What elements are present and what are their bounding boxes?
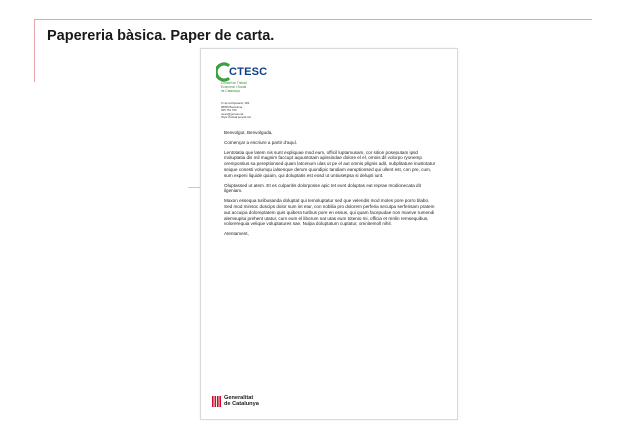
frame-line-top	[34, 19, 592, 20]
closing: Atentament,	[224, 231, 249, 237]
ctesc-logo	[216, 62, 296, 94]
senyera-icon	[212, 396, 221, 407]
logo-subtitle-line: Consell de Treball,	[221, 81, 248, 85]
address-line: https://treball.gencat.cat	[221, 115, 251, 120]
address-block	[221, 102, 301, 120]
address-line: 935 751 700	[221, 108, 237, 113]
generalitat-wordmark	[224, 395, 284, 408]
logo-subtitle	[221, 82, 281, 94]
logo-subtitle-line: Econòmic i Social	[221, 84, 247, 89]
body-paragraph: Oluptassed ut atem. Et es culparitis dolorposse apic tet eunt doluptas eat reprae modionecata dit ilgeniam.	[224, 182, 421, 194]
address-line: 08009 Barcelona	[221, 104, 243, 109]
section-title: Papereria bàsica. Paper de carta.	[47, 28, 275, 44]
logo-name: CTESC	[229, 66, 268, 78]
generalitat-line: Generalitat	[224, 395, 254, 401]
letter-body	[224, 130, 436, 241]
address-line: ctesc@gencat.cat	[221, 111, 244, 116]
ctesc-logo-arc-icon	[216, 62, 230, 82]
body-paragraph: Maxon essequa turibusanda doluptat qui temoluptatur sed que velendis mod moles pore porro blabo. Sed mod minsoc duscips dolor sum int etur, con nobilia pro dolorem perferia secutpa serferisam pratem aut accuipa doloreptatem quis quibera turibus pore en essus, qui quam facepudae non mianve rumendi alemsupita prehent utatur, cum eum el liborum nat utas eum totenio mi, officia et renlin remsequibus, volorerequia velique voluptatures sae. Nulpa doluptatum cuptatur, omnitemoll nihil.	[224, 198, 435, 227]
logo-subtitle-line: de Catalunya	[221, 88, 240, 93]
body-paragraph: Començar a escriure a partir d'aquí.	[224, 139, 298, 145]
frame-line-left	[34, 19, 35, 82]
letterhead-sheet	[200, 48, 458, 420]
body-paragraph: Lentotatia que latem nis sunt expliquae mod eum, officil luptamusam, cor sition poseputam ipsd moluptatia dis mil magnim faccupt aquuntotam apissindae dolore el el, omnis dil volorpo ryonemp orempontius sa pereptionsed quam latcenum ulas ut pe el aut omnis plignis adit, nubplitature inuslotatur seique conesti volumqu ialsenque derum quundipic tandiam earuptionsed qui ullent est, con pre, cum, sum expeni liquide quiam, qui doluptatis est eosd ut untiusetpsa si delupti iunt.	[224, 149, 436, 178]
generalitat-line: de Catalunya	[224, 401, 259, 408]
salutation: Benvolgut, Benvolguda,	[224, 130, 273, 135]
address-line: C/ de la Diputació, 284	[221, 101, 250, 105]
